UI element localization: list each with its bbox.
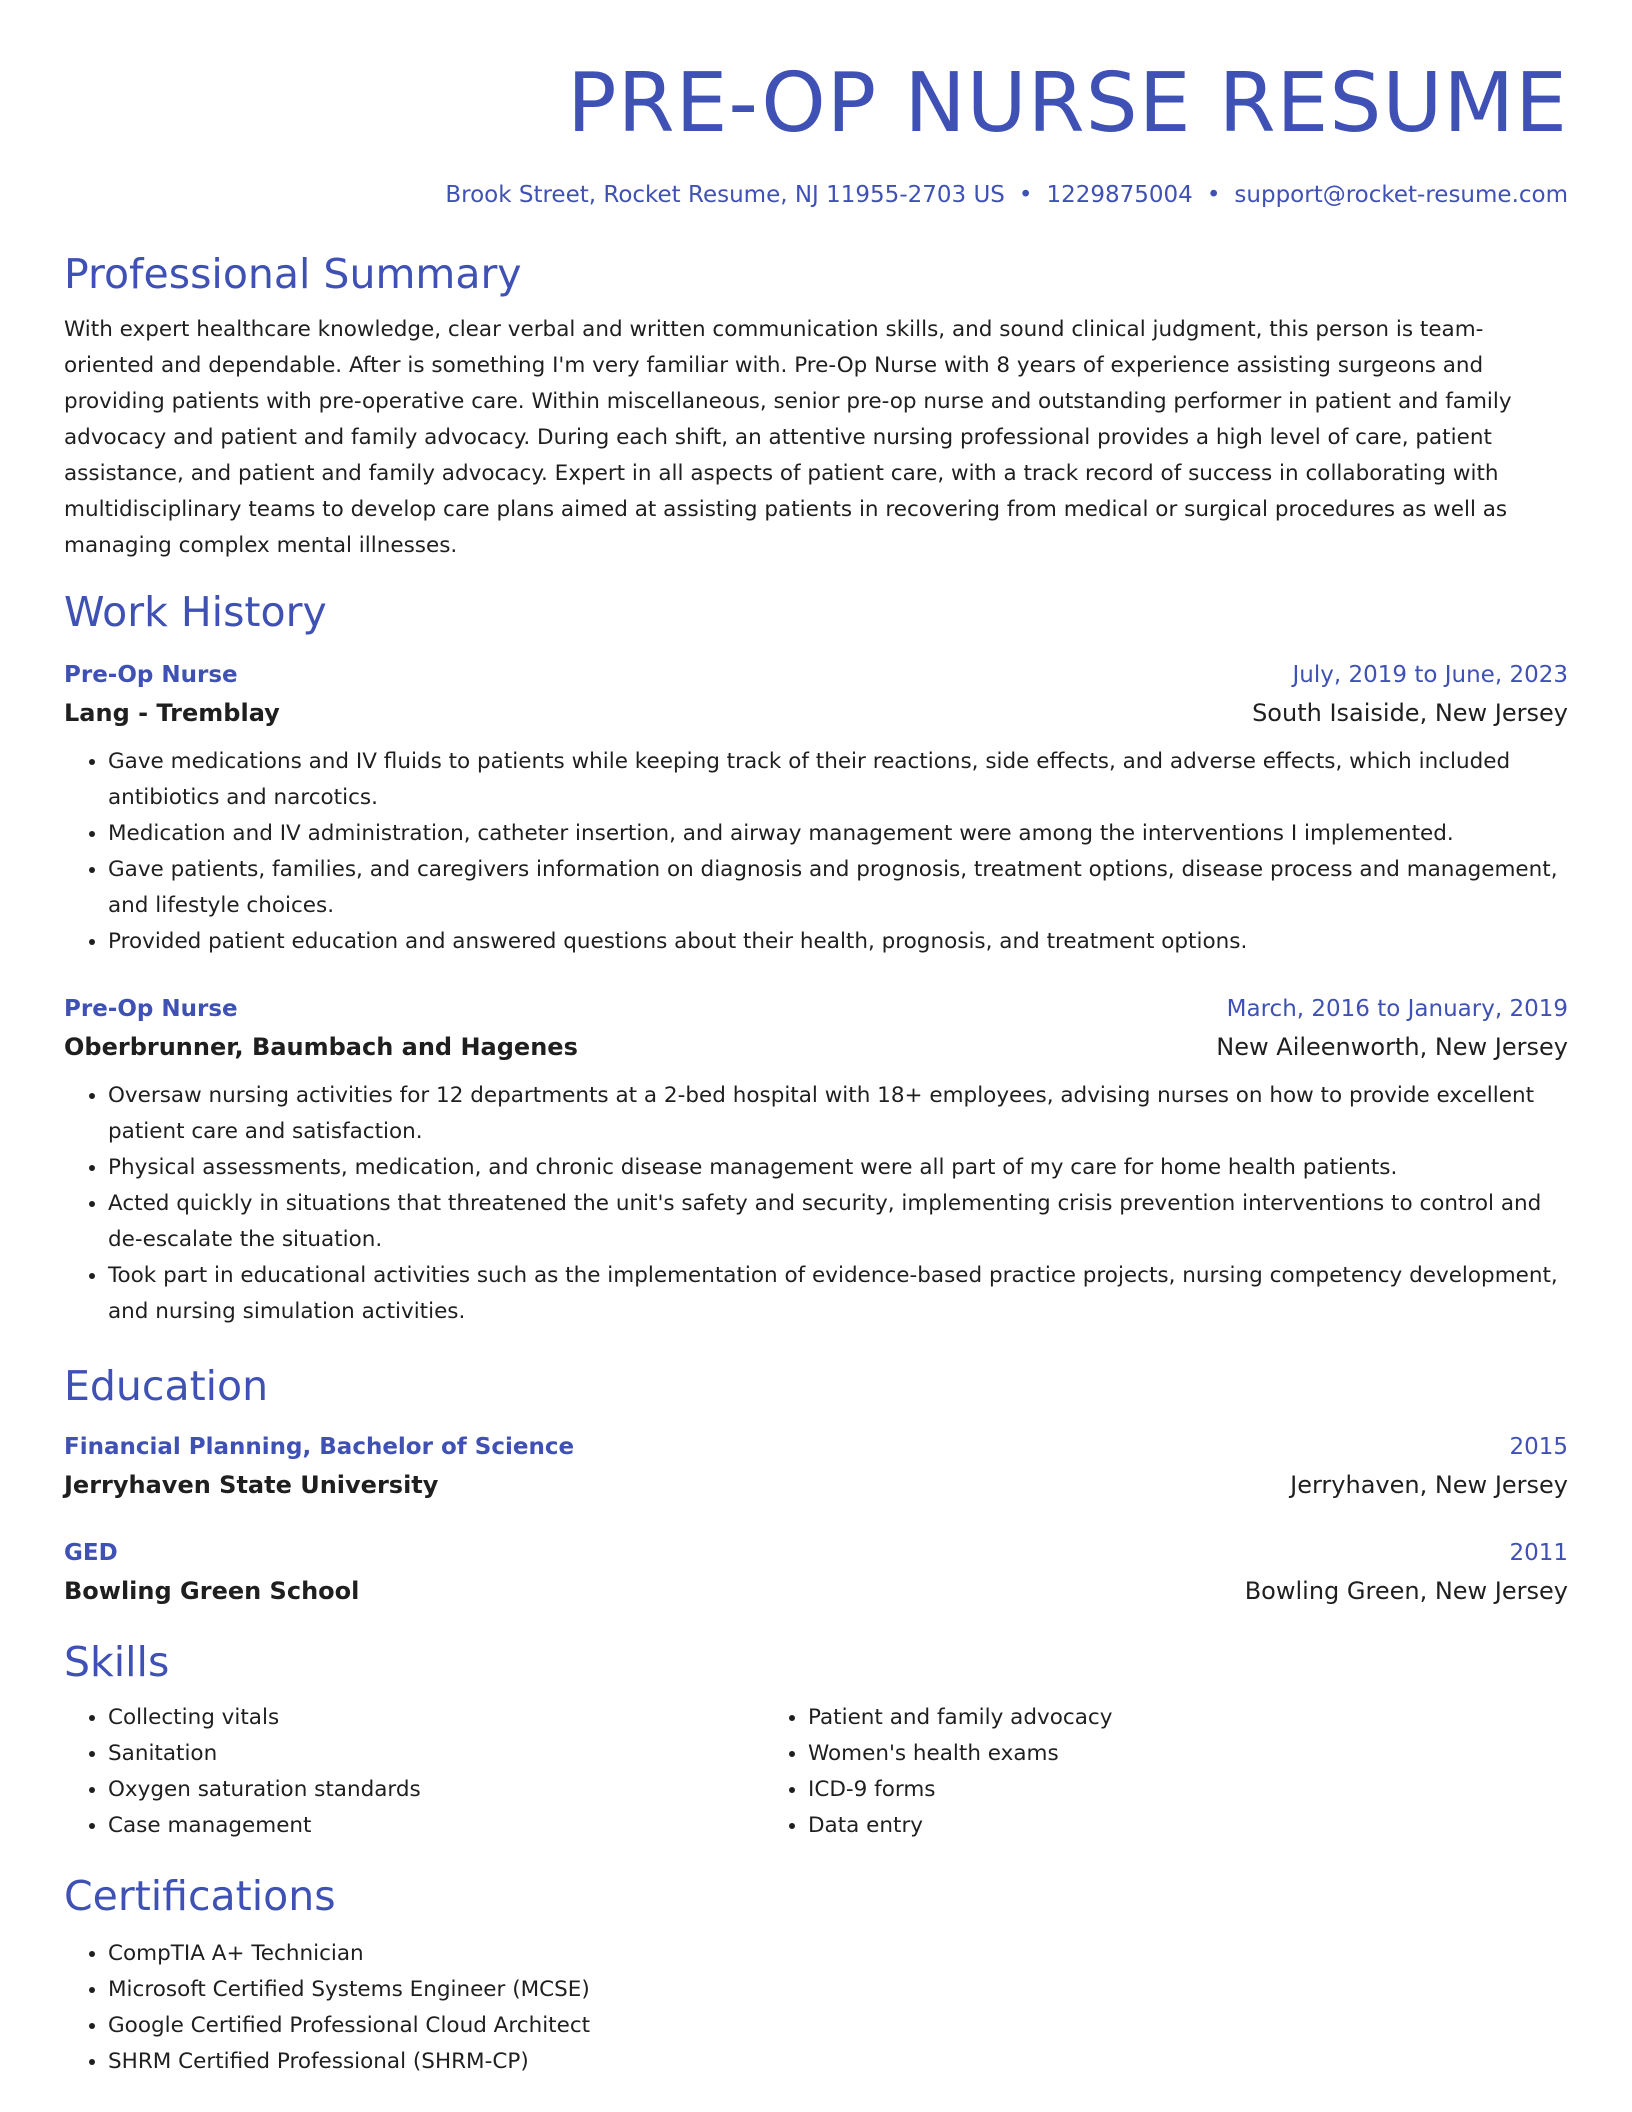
job-org-row [64,694,1568,732]
job-entry [64,990,1568,1330]
contact-phone: 1229875004 [1046,182,1193,208]
education-degree: GED [64,1540,118,1566]
education-school: Jerryhaven State University [64,1471,439,1499]
skill-item: • Patient and family advocacy [808,1700,1464,1736]
job-bullet: • Oversaw nursing activities for 12 departments at a 2-bed hospital with 18+ employees, advising nurses on how to provide excellent patient care and satisfaction. [108,1078,1568,1150]
job-bullet: • Provided patient education and answered questions about their health, prognosis, and treatment options. [108,924,1568,960]
job-bullet: • Took part in educational activities such as the implementation of evidence-based practice projects, nursing competency development, and nursing simulation activities. [108,1258,1568,1330]
summary-text: With expert healthcare knowledge, clear verbal and written communication skills, and sound clinical judgment, this person is team-oriented and dependable. After is something I'm very familiar with. Pre-Op Nurse with 8 years of experience assisting surgeons and providing patients with pre-operative care. Within miscellaneous, senior pre-op nurse and outstanding performer in patient and family advocacy and patient and family advocacy. During each shift, an attentive nursing professional provides a high level of care, patient assistance, and patient and family advocacy. Expert in all aspects of patient care, with a track record of success in collaborating with multidisciplinary teams to develop care plans aimed at assisting patients in recovering from medical or surgical procedures as well as managing complex mental illnesses. [64,317,1512,558]
job-organization: Oberbrunner, Baumbach and Hagenes [64,1033,578,1061]
certification-item: • Microsoft Certified Systems Engineer (MCSE) [108,1972,1568,2008]
job-bullet: • Physical assessments, medication, and chronic disease management were all part of my care for home health patients. [108,1150,1568,1186]
education-school-row [64,1572,1568,1610]
skill-item: • Case management [108,1808,764,1844]
job-bullets [64,744,1568,960]
certification-item: • SHRM Certified Professional (SHRM-CP) [108,2044,1568,2080]
skill-item: • Sanitation [108,1736,764,1772]
contact-separator: • [1018,182,1033,208]
job-header-row [64,990,1568,1028]
job-role: Pre-Op Nurse [64,662,238,688]
skill-item: • Data entry [808,1808,1464,1844]
section-title-education: Education [64,1362,269,1410]
job-bullets [64,1078,1568,1330]
job-org-row [64,1028,1568,1066]
contact-separator: • [1206,182,1221,208]
skill-item: • ICD-9 forms [808,1772,1464,1808]
job-organization: Lang - Tremblay [64,699,280,727]
job-entry [64,656,1568,960]
skill-item: • Women's health exams [808,1736,1464,1772]
education-header-row [64,1428,1568,1466]
skill-item: • Collecting vitals [108,1700,764,1736]
section-title-skills: Skills [64,1638,170,1686]
certifications-list [64,1936,1568,2080]
job-bullet: • Acted quickly in situations that threatened the unit's safety and security, implementing crisis prevention interventions to control and de-escalate the situation. [108,1186,1568,1258]
contact-email[interactable]: support@rocket-resume.com [1234,182,1568,208]
section-title-summary: Professional Summary [64,250,522,298]
job-bullet: • Gave patients, families, and caregivers information on diagnosis and prognosis, treatment options, disease process and management, and lifestyle choices. [108,852,1568,924]
education-header-row [64,1534,1568,1572]
contact-line [64,180,1568,210]
job-role: Pre-Op Nurse [64,996,238,1022]
job-location: South Isaiside, New Jersey [1252,699,1568,727]
education-location: Jerryhaven, New Jersey [1290,1471,1568,1499]
skills-list-left [64,1700,764,1844]
education-school: Bowling Green School [64,1577,360,1605]
job-dates: March, 2016 to January, 2019 [1226,996,1568,1022]
education-school-row [64,1466,1568,1504]
education-entry [64,1428,1568,1504]
job-header-row [64,656,1568,694]
certification-item: • CompTIA A+ Technician [108,1936,1568,1972]
education-year: 2015 [1509,1434,1568,1460]
education-entry [64,1534,1568,1610]
section-title-work-history: Work History [64,588,327,636]
section-title-certifications: Certifications [64,1872,336,1920]
contact-address: Brook Street, Rocket Resume, NJ 11955-2703 US [445,182,1005,208]
education-degree: Financial Planning, Bachelor of Science [64,1434,575,1460]
skill-item: • Oxygen saturation standards [108,1772,764,1808]
job-dates: July, 2019 to June, 2023 [1292,662,1568,688]
education-year: 2011 [1509,1540,1568,1566]
skills-list-right [764,1700,1464,1844]
job-bullet: • Medication and IV administration, catheter insertion, and airway management were among the interventions I implemented. [108,816,1568,852]
job-location: New Aileenworth, New Jersey [1216,1033,1568,1061]
skills-grid [64,1700,1568,1844]
resume-title: PRE-OP NURSE RESUME [567,56,1568,151]
certification-item: • Google Certified Professional Cloud Architect [108,2008,1568,2044]
job-bullet: • Gave medications and IV fluids to patients while keeping track of their reactions, side effects, and adverse effects, which included antibiotics and narcotics. [108,744,1568,816]
education-location: Bowling Green, New Jersey [1244,1577,1568,1605]
